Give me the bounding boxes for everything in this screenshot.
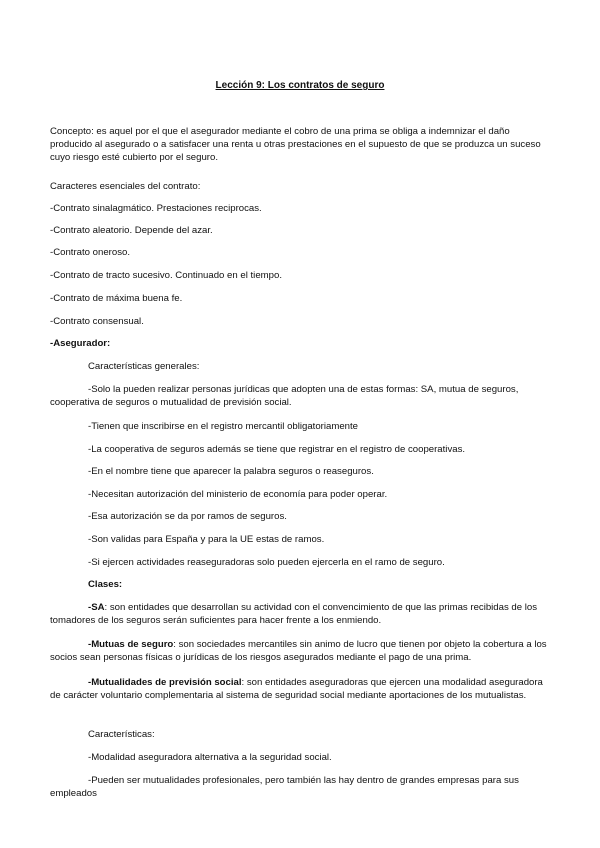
caracter-item: -Contrato aleatorio. Depende del azar. [50, 225, 213, 236]
clase-text: : son entidades aseguradoras que ejercen una modalidad aseguradora de carácter voluntario complementaria al sistema de seguridad social mediante aportaciones de los mutualistas. [50, 677, 543, 701]
clase-text: : son sociedades mercantiles sin animo de lucro que tienen por objeto la cobertura a los socios sean personas físicas o jurídicas de los riesgos asegurados mediante el pago de una prima. [50, 639, 547, 663]
general-item: -Son validas para España y para la UE estas de ramos. [88, 534, 325, 545]
page-title: Lección 9: Los contratos de seguro [215, 80, 385, 91]
clase-term: -Mutualidades de previsión social [88, 677, 242, 688]
caracter-item: -Contrato sinalagmático. Prestaciones reciprocas. [50, 203, 262, 214]
caracter-item: -Contrato de máxima buena fe. [50, 293, 183, 304]
clase-text: : son entidades que desarrollan su actividad con el convencimiento de que las primas recibidas de los tomadores de los seguros serán suficientes para hacer frente a los enmiendo. [50, 602, 538, 626]
caracteristicas-heading: Características: [88, 729, 155, 740]
concepto-paragraph: Concepto: es aquel por el que el asegurador mediante el cobro de una prima se obliga a indemnizar el daño producido al asegurado o a satisfacer una renta u otras prestaciones en el supuesto de que se produzca un suceso cuyo riesgo esté cubierto por el seguro. [50, 126, 541, 163]
caracter-item: -Contrato oneroso. [50, 247, 130, 258]
caracteristica-item: -Pueden ser mutualidades profesionales, pero también las hay dentro de grandes empresas para sus empleados [50, 775, 519, 799]
asegurador-heading: -Asegurador: [50, 338, 111, 349]
clases-heading: Clases: [88, 579, 123, 590]
clase-term: -Mutuas de seguro [88, 639, 174, 650]
general-item: -La cooperativa de seguros además se tiene que registrar en el registro de cooperativas. [88, 444, 466, 455]
clase-sa [50, 601, 550, 627]
caracteristicas-generales-heading: Características generales: [88, 361, 200, 372]
general-item: -Esa autorización se da por ramos de seguros. [88, 511, 287, 522]
general-item: -Necesitan autorización del ministerio de economía para poder operar. [88, 489, 388, 500]
caracter-item: -Contrato consensual. [50, 316, 144, 327]
clase-mutuas [50, 638, 550, 664]
caracteres-heading: Caracteres esenciales del contrato: [50, 181, 201, 192]
clase-mutualidades [50, 676, 550, 702]
general-item: -Tienen que inscribirse en el registro mercantil obligatoriamente [88, 421, 358, 432]
general-item: -Solo la pueden realizar personas jurídicas que adopten una de estas formas: SA, mutua de seguros, cooperativa de seguros o mutualidad de previsión social. [50, 384, 519, 408]
caracteristica-item: -Modalidad aseguradora alternativa a la seguridad social. [88, 752, 332, 763]
general-item: -En el nombre tiene que aparecer la palabra seguros o reaseguros. [88, 466, 374, 477]
caracter-item: -Contrato de tracto sucesivo. Continuado en el tiempo. [50, 270, 282, 281]
clase-term: -SA [88, 602, 105, 613]
general-item: -Si ejercen actividades reaseguradoras solo pueden ejercerla en el ramo de seguro. [88, 557, 445, 568]
